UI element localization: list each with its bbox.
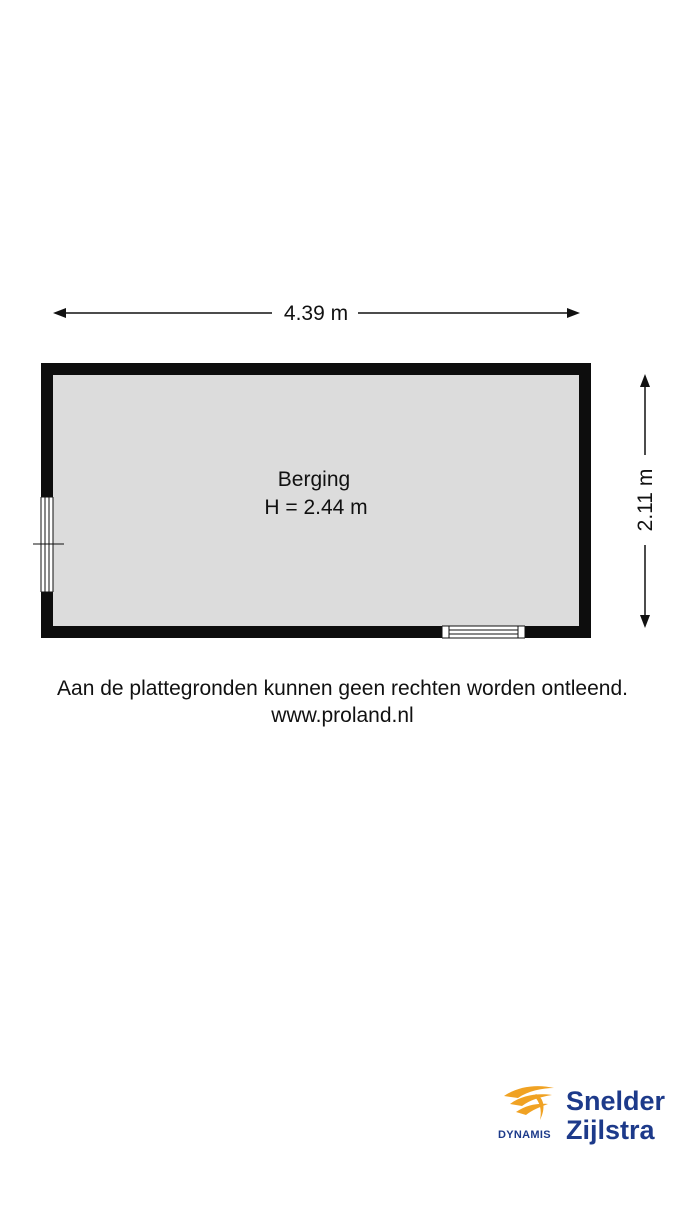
window-bottom [442,626,525,638]
brand-swoosh-icon [500,1082,558,1128]
height-label: 2.11 m [634,468,657,532]
room-height: H = 2.44 m [264,496,368,519]
room-name: Berging [277,468,351,491]
width-dimension [53,302,580,325]
disclaimer-text: Aan de plattegronden kunnen geen rechten worden ontleend. [57,677,628,700]
height-dimension [634,374,657,628]
brand-sub-label: DYNAMIS [498,1129,551,1141]
room-berging [33,363,591,638]
arrow-up-icon [640,374,650,387]
arrow-down-icon [640,615,650,628]
arrow-right-icon [567,308,580,318]
website-text: www.proland.nl [271,704,414,727]
brand-name-line-1: Snelder [566,1086,666,1116]
brand-name-line-2: Zijlstra [566,1115,655,1145]
width-label: 4.39 m [283,302,349,325]
arrow-left-icon [53,308,66,318]
brand-logo-block [498,1082,678,1152]
